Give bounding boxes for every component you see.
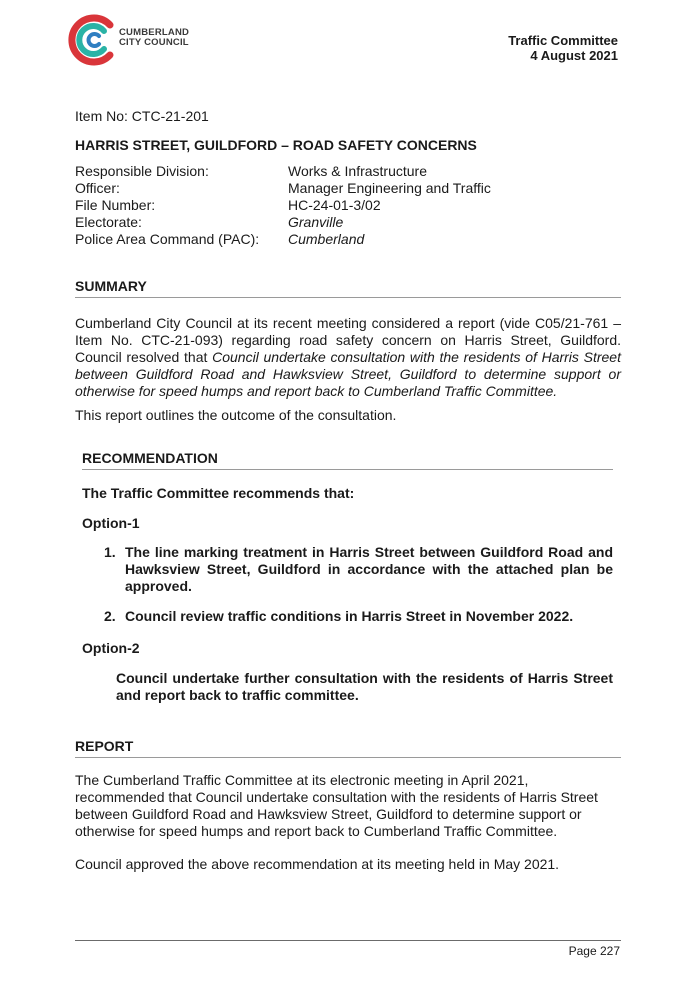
meta-value: HC-24-01-3/02 <box>288 197 381 213</box>
option-2-label: Option-2 <box>82 640 140 656</box>
list-item-text: The line marking treatment in Harris Street between Guildford Road and Hawksview Street, Guildford in accordance with the attached plan be approved. <box>125 544 613 594</box>
recommendation-list-item <box>104 544 613 596</box>
summary-paragraph <box>75 315 621 400</box>
list-item-number: 2. <box>104 608 116 624</box>
meta-row <box>75 163 491 180</box>
option-2-text: Council undertake further consultation with the residents of Harris Street and report back to traffic committee. <box>116 670 613 703</box>
option-1-label: Option-1 <box>82 515 140 531</box>
report-heading: REPORT <box>75 738 621 758</box>
summary-resolution-text: Council undertake consultation with the residents of Harris Street between Guildford Road and Hawksview Street, Guildford to determine support or otherwise for speed humps and report back to Cumberland Traffic Committee. <box>75 349 621 399</box>
meta-row <box>75 231 491 248</box>
list-item-text: Council review traffic conditions in Harris Street in November 2022. <box>125 608 574 624</box>
summary-outline: This report outlines the outcome of the consultation. <box>75 407 397 423</box>
meta-row <box>75 214 491 231</box>
item-number: Item No: CTC-21-201 <box>75 108 209 124</box>
meta-label: Officer: <box>75 180 120 196</box>
meta-label: Responsible Division: <box>75 163 209 179</box>
meta-label: File Number: <box>75 197 156 213</box>
meta-row <box>75 180 491 197</box>
summary-heading: SUMMARY <box>75 278 621 298</box>
meeting-date: 4 August 2021 <box>530 48 618 63</box>
logo-line-2: CITY COUNCIL <box>119 37 189 48</box>
report-paragraph: The Cumberland Traffic Committee at its electronic meeting in April 2021, recommended that Council undertake consultation with the residents of Harris Street between Guildford Road and Hawksview Street, Guildford to determine support or otherwise for speed humps and report back to Cumberland Traffic Committee. <box>75 772 598 839</box>
meta-value: Manager Engineering and Traffic <box>288 180 491 196</box>
recommendation-heading: RECOMMENDATION <box>82 450 613 470</box>
list-item-number: 1. <box>104 544 116 560</box>
recommendation-intro: The Traffic Committee recommends that: <box>82 485 355 501</box>
meta-label: Police Area Command (PAC): <box>75 231 260 247</box>
committee-name: Traffic Committee <box>508 33 618 48</box>
report-approval-paragraph: Council approved the above recommendation at its meeting held in May 2021. <box>75 856 560 872</box>
summary-text: Cumberland City Council at its recent meeting considered a report (vide C05/21-761 – Item No. CTC-21-093) regarding road safety concern on Harris Street, Guildford. Council resolved that <box>75 315 621 365</box>
page-number: Page 227 <box>568 944 620 958</box>
logo-line-1: CUMBERLAND <box>119 27 190 38</box>
meta-value: Granville <box>288 214 344 230</box>
council-logo <box>66 13 196 67</box>
item-title: HARRIS STREET, GUILDFORD – ROAD SAFETY CONCERNS <box>75 137 477 153</box>
meta-row <box>75 197 491 214</box>
meta-value: Cumberland <box>288 231 365 247</box>
council-logo-icon <box>66 13 120 67</box>
meta-value: Works & Infrastructure <box>288 163 428 179</box>
item-metadata <box>75 163 491 248</box>
meta-label: Electorate: <box>75 214 142 230</box>
footer-divider <box>75 940 621 941</box>
document-header <box>508 33 618 63</box>
recommendation-list-item <box>104 608 613 625</box>
